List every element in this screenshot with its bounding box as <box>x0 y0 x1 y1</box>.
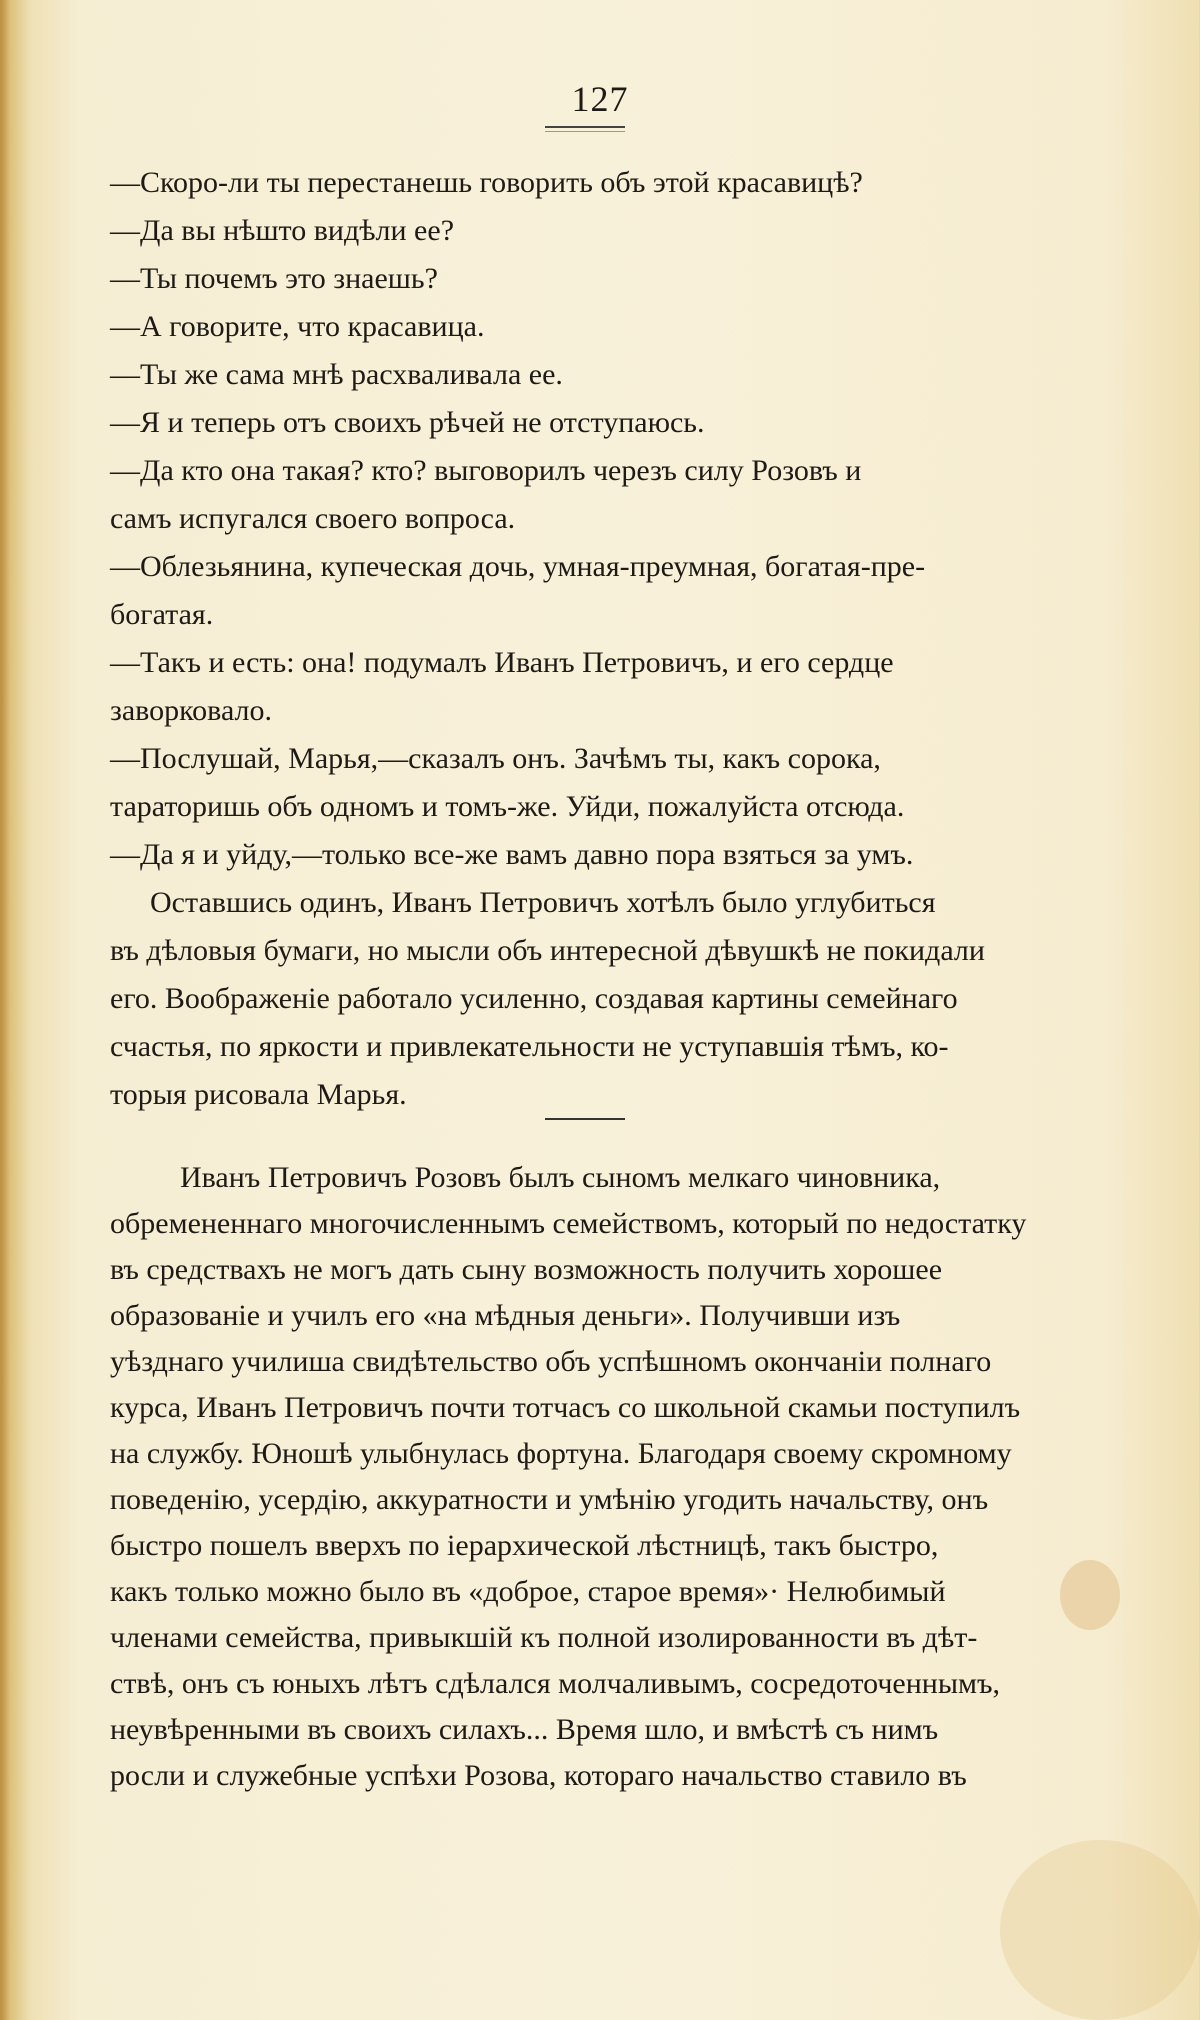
paper-stain <box>1060 1560 1120 1630</box>
text-line: въ средствахъ не могъ дать сыну возможность получить хорошее <box>110 1253 943 1286</box>
text-line: образованіе и училъ его «на мѣдныя деньги». Получивши изъ <box>110 1299 901 1332</box>
text-line: —А говорите, что красавица. <box>110 310 485 343</box>
text-line: Иванъ Петровичъ Розовъ былъ сыномъ мелкаго чиновника, <box>180 1161 941 1194</box>
text-line: —Ты же сама мнѣ расхваливала ее. <box>110 358 563 391</box>
text-line: Оставшись одинъ, Иванъ Петровичъ хотѣлъ было углубиться <box>150 886 936 919</box>
page-number: 127 <box>571 79 629 119</box>
text-line: —Ты почемъ это знаешь? <box>110 262 438 295</box>
text-line: обремененнаго многочисленнымъ семействомъ, который по недостатку <box>110 1207 1027 1240</box>
text-line: быстро пошелъ вверхъ по іерархической лѣстницѣ, такъ быстро, <box>110 1529 939 1562</box>
text-line: его. Воображеніе работало усиленно, создавая картины семейнаго <box>110 982 958 1015</box>
text-line: уѣзднаго училиша свидѣтельство объ успѣшномъ окончаніи полнаго <box>110 1345 992 1378</box>
text-line: членами семейства, привыкшій къ полной изолированности въ дѣт- <box>110 1621 978 1654</box>
paper-stain <box>1000 1840 1200 2020</box>
text-line: —Да кто она такая? кто? выговорилъ черезъ силу Розовъ и <box>110 454 862 487</box>
text-line: —Да я и уйду,—только все-же вамъ давно пора взяться за умъ. <box>110 838 914 871</box>
text-line: неувѣренными въ своихъ силахъ... Время шло, и вмѣстѣ съ нимъ <box>110 1713 939 1746</box>
page-number-rule <box>545 126 625 128</box>
text-line: торыя рисовала Марья. <box>110 1078 407 1111</box>
section-divider <box>545 1118 625 1120</box>
text-line: въ дѣловыя бумаги, но мысли объ интересной дѣвушкѣ не покидали <box>110 934 985 967</box>
text-line: —Да вы нѣшто видѣли ее? <box>110 214 455 247</box>
page-number-rule <box>545 131 625 132</box>
text-line: заворковало. <box>110 694 272 727</box>
text-line: счастья, по яркости и привлекательности не уступавшія тѣмъ, ко- <box>110 1030 949 1063</box>
text-line: —Скоро-ли ты перестанешь говорить объ этой красавицѣ? <box>110 166 863 199</box>
text-line: поведенію, усердію, аккуратности и умѣнію угодить начальству, онъ <box>110 1483 989 1516</box>
text-line: —Облезьянина, купеческая дочь, умная-преумная, богатая-пре- <box>110 550 926 583</box>
text-line: —Такъ и есть: она! подумалъ Иванъ Петровичъ, и его сердце <box>110 646 894 679</box>
text-line: —Послушай, Марья,—сказалъ онъ. Зачѣмъ ты, какъ сорока, <box>110 742 881 775</box>
text-line: богатая. <box>110 598 214 631</box>
text-line: какъ только можно было въ «доброе, старое время»· Нелюбимый <box>110 1575 946 1608</box>
text-line: курса, Иванъ Петровичъ почти тотчасъ со школьной скамьи поступилъ <box>110 1391 1021 1424</box>
text-line: на службу. Юношѣ улыбнулась фортуна. Благодаря своему скромному <box>110 1437 1012 1470</box>
text-line: самъ испугался своего вопроса. <box>110 502 516 535</box>
text-line: ствѣ, онъ съ юныхъ лѣтъ сдѣлался молчаливымъ, сосредоточеннымъ, <box>110 1667 1000 1700</box>
text-line: —Я и теперь отъ своихъ рѣчей не отступаюсь. <box>110 406 705 439</box>
text-line: росли и служебные успѣхи Розова, котораго начальство ставило въ <box>110 1759 967 1792</box>
text-line: тараторишь объ одномъ и томъ-же. Уйди, пожалуйста отсюда. <box>110 790 905 823</box>
